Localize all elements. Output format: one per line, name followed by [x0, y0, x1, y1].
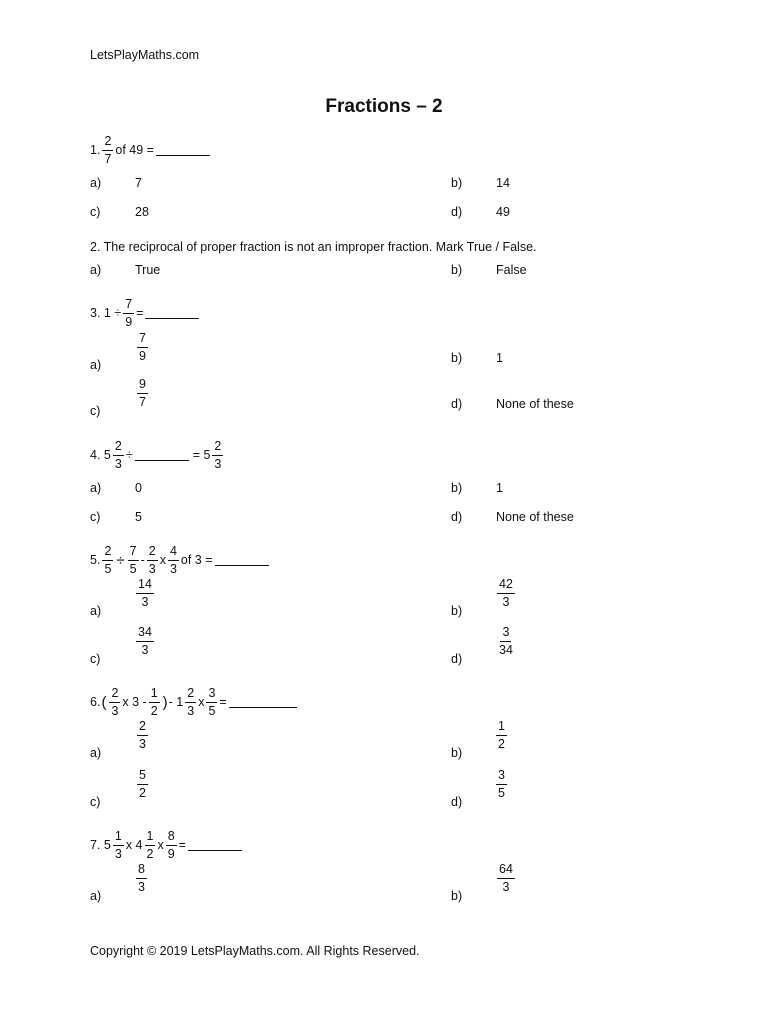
bracket: ) — [162, 693, 168, 711]
question-6 — [90, 687, 297, 717]
question-text: - 1 — [168, 695, 184, 709]
operator: ÷ — [116, 551, 125, 569]
question-text: 2. The reciprocal of proper fraction is not an improper fraction. Mark True / False. — [90, 240, 537, 254]
operator: x — [198, 695, 205, 709]
question-text: of 3 = — [180, 553, 213, 567]
question-2 — [90, 240, 537, 254]
operator: x 4 — [125, 838, 143, 852]
question-4 — [90, 440, 225, 470]
question-text: = — [219, 695, 227, 709]
question-number: 4. 5 — [90, 448, 111, 462]
answer-blank — [135, 450, 189, 461]
fraction: $\frac{2}{5}$ — [104, 544, 112, 576]
fraction: $\frac{2}{3}$ — [187, 686, 195, 718]
question-text: = — [178, 838, 186, 852]
question-number: 3. 1 ÷ — [90, 306, 122, 320]
question-number: 1. — [90, 143, 101, 157]
question-3 — [90, 298, 199, 328]
operator: x — [157, 838, 164, 852]
fraction: $\frac{3}{5}$ — [208, 686, 216, 718]
fraction: $\frac{2}{3}$ — [111, 686, 119, 718]
answer-blank — [215, 555, 269, 566]
fraction: $\frac{2}{3}$ — [114, 439, 122, 471]
question-5 — [90, 545, 269, 575]
operator: ÷ — [125, 448, 133, 462]
question-number: 6. — [90, 695, 101, 709]
answer-blank — [188, 840, 242, 851]
site-name: LetsPlayMaths.com — [90, 48, 200, 62]
fraction: $\frac{7}{5}$ — [129, 544, 137, 576]
bracket: ( — [101, 693, 107, 711]
answer-blank — [145, 308, 199, 319]
fraction: $\frac{1}{2}$ — [150, 686, 158, 718]
equals: = 5 — [192, 448, 211, 462]
fraction: $\frac{2}{3}$ — [214, 439, 222, 471]
copyright-notice: Copyright © 2019 LetsPlayMaths.com. All Rights Reserved. — [90, 944, 420, 958]
fraction: $\frac{2}{3}$ — [148, 544, 156, 576]
operator: x — [159, 553, 166, 567]
answer-blank — [156, 145, 210, 156]
fraction: $\frac{4}{3}$ — [169, 544, 177, 576]
question-text: of 49 = — [115, 143, 154, 157]
fraction: $\frac{7}{9}$ — [125, 297, 133, 329]
page-title: Fractions – 2 — [325, 96, 443, 117]
fraction: $\frac{1}{3}$ — [114, 829, 122, 861]
question-number: 7. 5 — [90, 838, 111, 852]
operator: - — [140, 553, 145, 567]
question-text: x 3 - — [122, 695, 147, 709]
fraction: $\frac{8}{9}$ — [167, 829, 175, 861]
question-text: = — [136, 306, 144, 320]
answer-blank — [229, 697, 297, 708]
question-number: 5. — [90, 553, 101, 567]
question-1 — [90, 135, 210, 165]
fraction: $\frac{1}{2}$ — [146, 829, 154, 861]
question-7 — [90, 830, 242, 860]
fraction: $\frac{2}{7}$ — [104, 134, 112, 166]
